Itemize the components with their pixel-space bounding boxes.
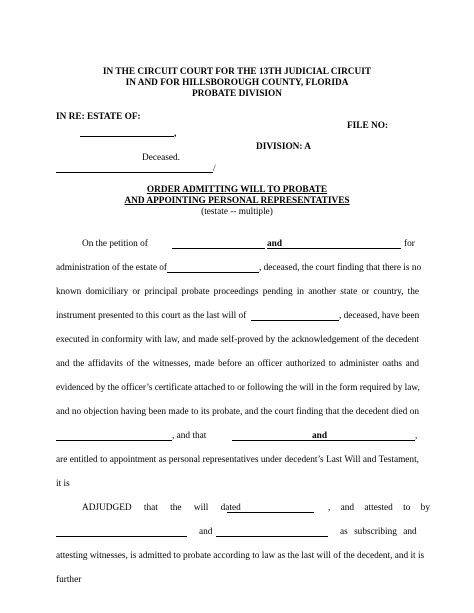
witnesses-and: and bbox=[199, 527, 213, 537]
petition-label: On the petition of bbox=[82, 239, 148, 249]
caption-slash: / bbox=[213, 164, 216, 174]
court-header-line-3: PROBATE DIVISION bbox=[192, 89, 282, 99]
court-header-line-1: IN THE CIRCUIT COURT FOR THE 13TH JUDICIAL CIRCUIT bbox=[102, 67, 372, 77]
court-header-line-2: IN AND FOR HILLSBOROUGH COUNTY, FLORIDA bbox=[125, 78, 349, 88]
for-label: for bbox=[404, 239, 415, 249]
estate-of-label: administration of the estate of bbox=[56, 263, 168, 273]
estate-name-line bbox=[167, 272, 259, 273]
last-will-of-label: instrument presented to this court as the last will of bbox=[56, 311, 247, 321]
decedent-name-line bbox=[80, 136, 174, 137]
division-label: DIVISION: A bbox=[256, 142, 312, 152]
petitioner-1-line bbox=[172, 248, 265, 249]
adjudged-text: ADJUDGED that the will dated bbox=[82, 503, 241, 513]
order-title-line-2: AND APPOINTING PERSONAL REPRESENTATIVES bbox=[124, 196, 350, 206]
file-no-label: FILE NO: bbox=[347, 121, 389, 131]
and-that-text: , and that bbox=[172, 431, 207, 441]
body-line-8: and no objection having been made to its probate, and the court finding that the decedent died on bbox=[56, 407, 419, 417]
body-line-5: executed in conformity with law, and made self-proved by the acknowledgement of the decedent bbox=[56, 335, 419, 345]
caption-closing-line bbox=[56, 172, 213, 173]
subscribing-text: as subscribing and bbox=[340, 527, 417, 537]
deceased-label: Deceased. bbox=[142, 153, 180, 163]
order-subtitle: (testate -- multiple) bbox=[201, 207, 273, 217]
body-line-7: evidenced by the officer’s certificate attached to or following the will in the form required by law, bbox=[56, 383, 420, 393]
representatives-and: and bbox=[312, 431, 327, 441]
court-finding-text: , deceased, the court finding that there is no bbox=[259, 263, 422, 273]
line-9-comma: , bbox=[415, 431, 418, 441]
petitioner-2-line bbox=[267, 248, 401, 249]
representative-2-line bbox=[312, 440, 415, 441]
body-line-3: known domiciliary or principal probate proceedings pending in another state or country, the bbox=[56, 287, 419, 297]
body-line-15: further bbox=[56, 575, 82, 585]
body-line-6: and the affidavits of the witnesses, made before an officer authorized to administer oaths and bbox=[56, 359, 419, 369]
witness-1-line bbox=[56, 536, 187, 537]
testator-name-line bbox=[251, 320, 339, 321]
body-line-14: attesting witnesses, is admitted to probate according to law as the last will of the decedent, and it is bbox=[56, 551, 425, 561]
caption-comma: , bbox=[174, 129, 177, 139]
representative-1-line bbox=[232, 440, 312, 441]
petition-and: and bbox=[267, 239, 282, 249]
attested-by-text: , and attested to by bbox=[328, 503, 430, 513]
have-been-text: , deceased, have been bbox=[339, 311, 420, 321]
witness-2-line bbox=[216, 536, 328, 537]
in-re-label: IN RE: ESTATE OF: bbox=[56, 112, 141, 122]
body-line-11: it is bbox=[56, 479, 70, 489]
date-of-death-line bbox=[56, 440, 172, 441]
will-date-line bbox=[227, 512, 314, 513]
body-line-10: are entitled to appointment as personal representatives under decedent’s Last Will and Testament, bbox=[56, 455, 419, 465]
order-title-line-1: ORDER ADMITTING WILL TO PROBATE bbox=[146, 185, 328, 195]
